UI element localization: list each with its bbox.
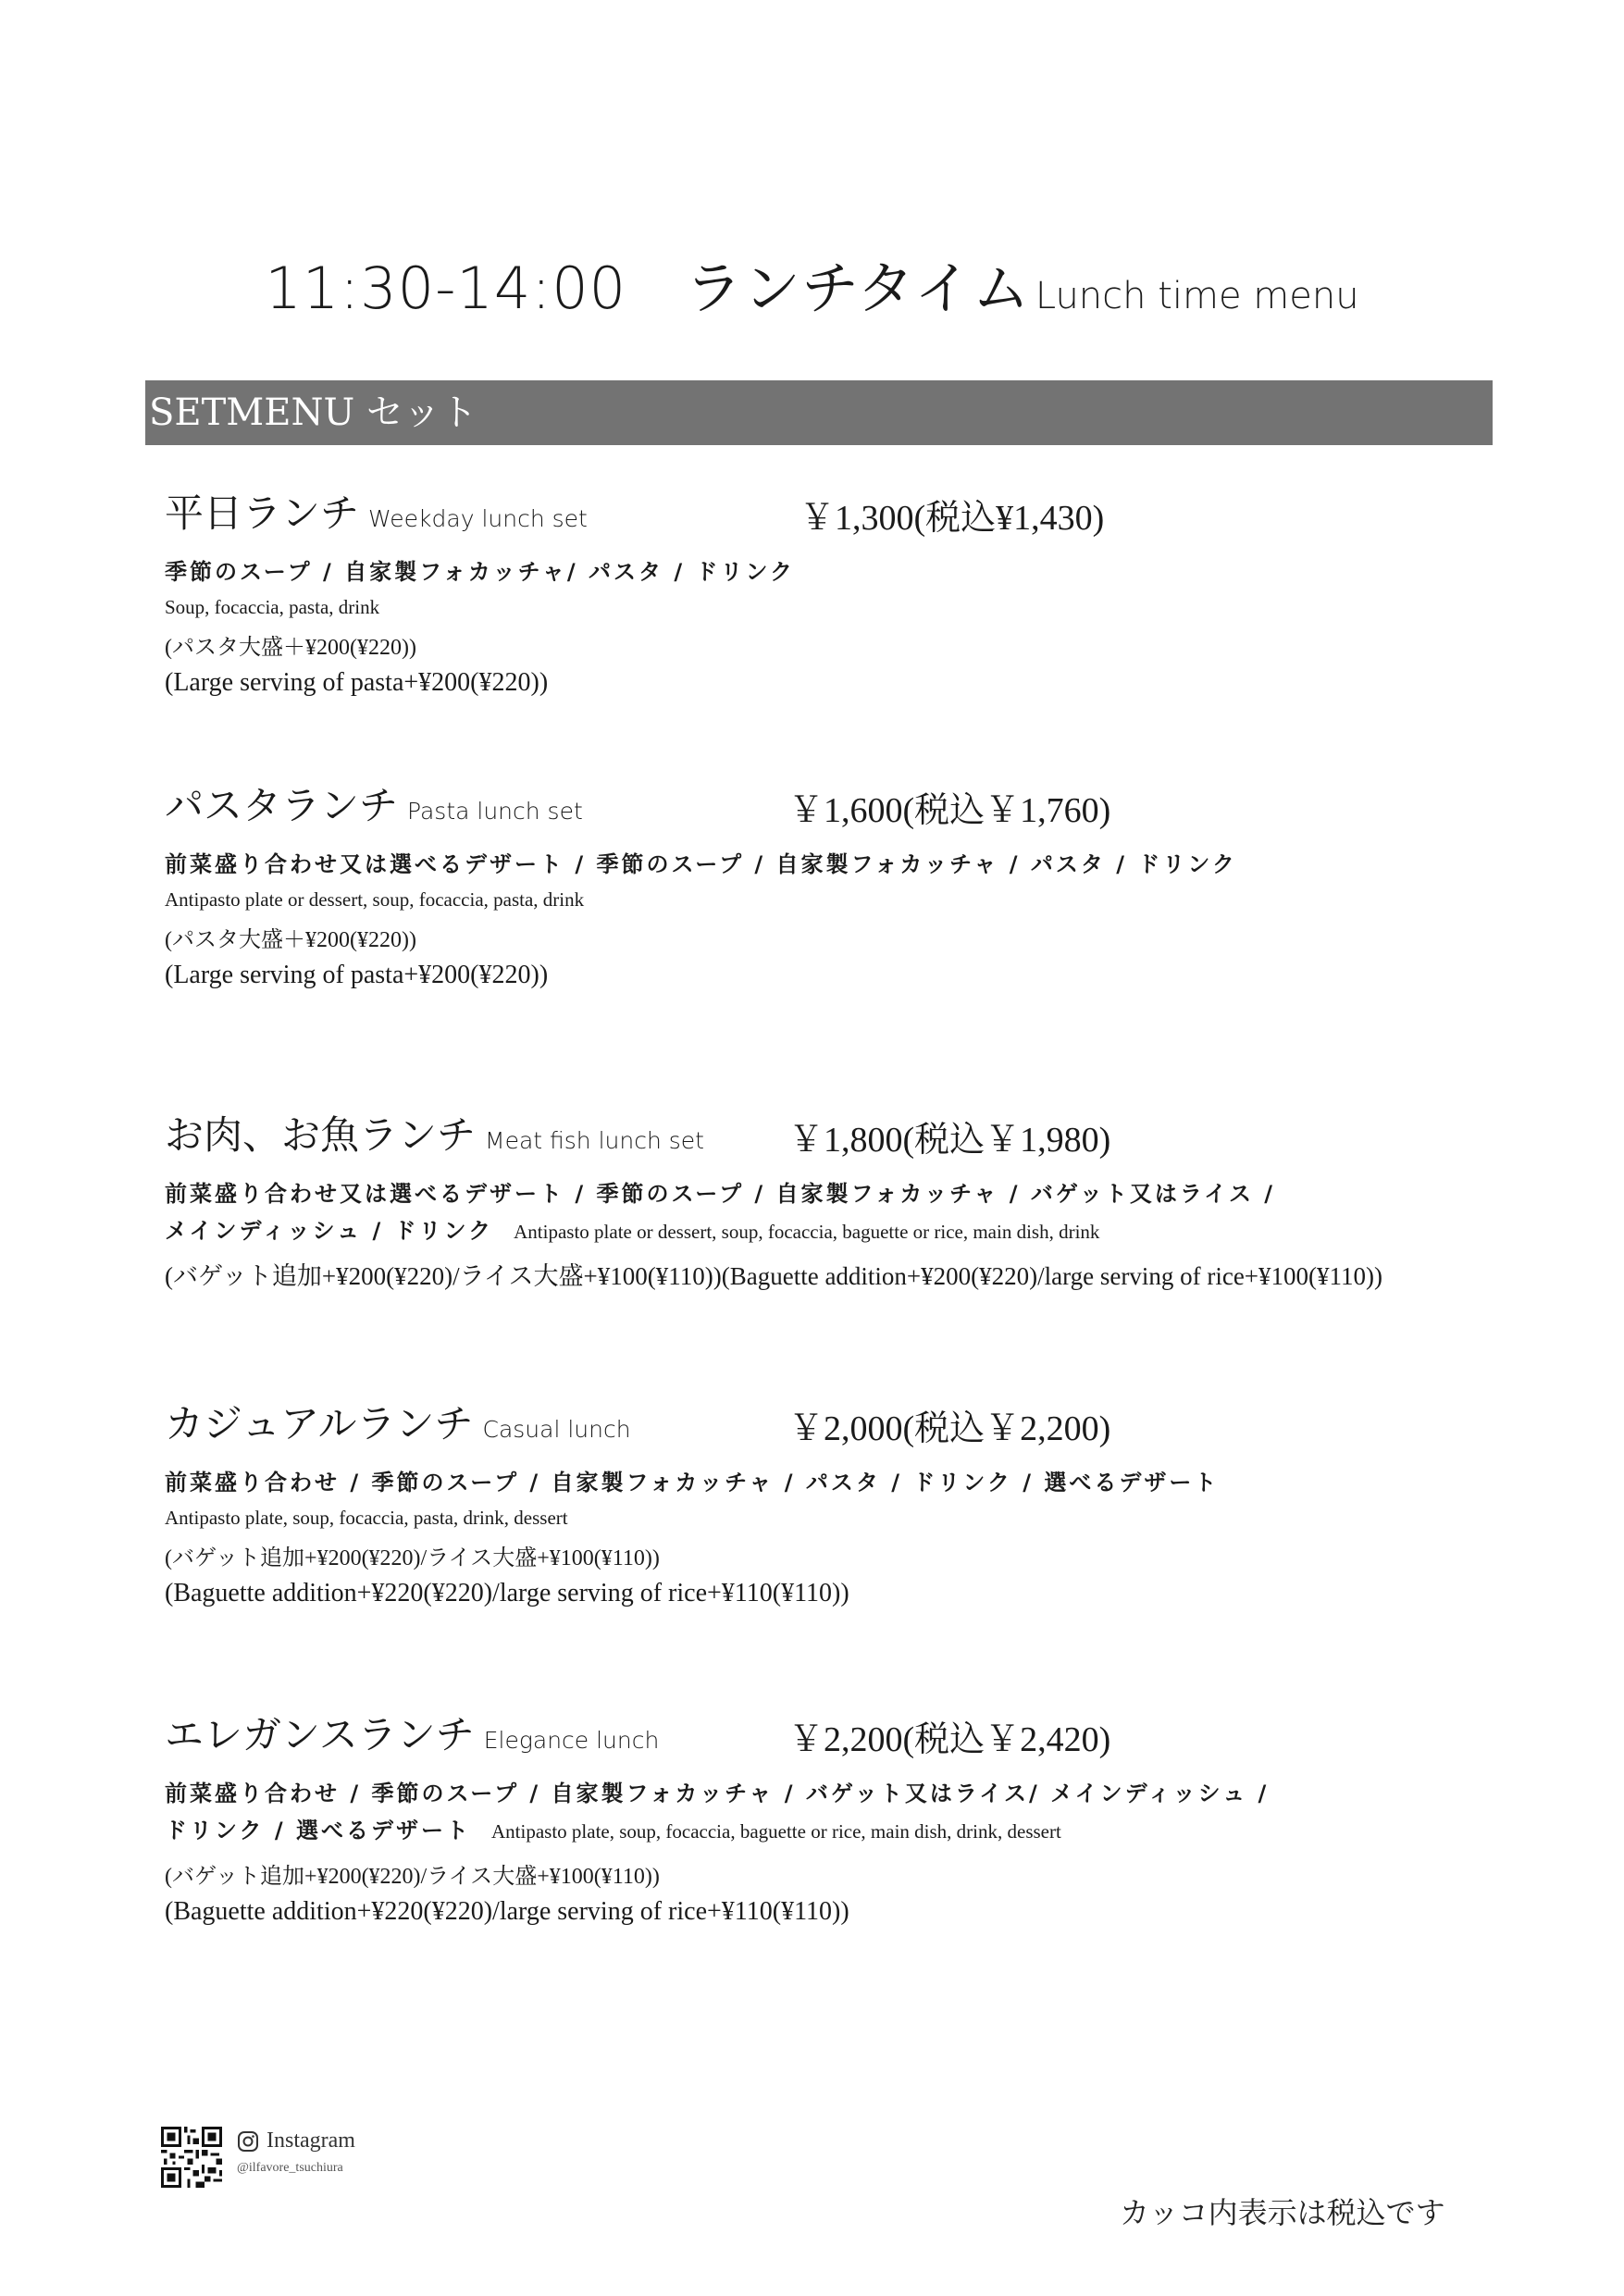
item-name-en: Elegance lunch: [483, 1727, 660, 1754]
item-note-combined: (バゲット追加+¥200(¥220)/ライス大盛+¥100(¥110))(Baguette addition+¥200(¥220)/large serving of rice+¥100(¥110)): [165, 1262, 1383, 1290]
item-price: ￥2,000(税込￥2,200): [788, 1409, 1111, 1448]
menu-item-meat-fish: [165, 1105, 1488, 1292]
menu-item-pasta: [165, 776, 1488, 990]
item-courses-en: Soup, focaccia, pasta, drink: [165, 596, 380, 618]
item-courses-line1: 前菜盛り合わせ / 季節のスープ / 自家製フォカッチャ / バゲット又はライス/ メインディッシュ /: [165, 1781, 1270, 1806]
item-courses-en: Antipasto plate or dessert, soup, focaccia, pasta, drink: [165, 888, 585, 911]
title-en: Lunch time menu: [1035, 275, 1359, 317]
item-courses: 前菜盛り合わせ又は選べるデザート / 季節のスープ / 自家製フォカッチャ / パスタ / ドリンク: [165, 851, 1237, 877]
item-courses-en: Antipasto plate, soup, focaccia, baguette or rice, main dish, drink, dessert: [491, 1820, 1061, 1843]
item-note-jp: (パスタ大盛＋¥200(¥220)): [165, 928, 416, 952]
item-price: ￥2,200(税込￥2,420): [788, 1720, 1111, 1759]
instagram-handle[interactable]: @ilfavore_tsuchiura: [237, 2161, 343, 2175]
item-courses-en: Antipasto plate or dessert, soup, focaccia, baguette or rice, main dish, drink: [514, 1221, 1100, 1243]
item-courses-line2-wrap: [165, 1214, 1488, 1248]
item-note-en: (Baguette addition+¥220(¥220)/large serving of rice+¥110(¥110)): [165, 1897, 849, 1926]
item-name: 平日ランチ: [165, 490, 360, 536]
item-courses-en: Antipasto plate, soup, focaccia, pasta, drink, dessert: [165, 1507, 568, 1529]
item-name-en: Casual lunch: [482, 1416, 631, 1443]
item-note-en: (Large serving of pasta+¥200(¥220)): [165, 961, 549, 989]
menu-item-weekday: [165, 483, 1488, 698]
item-courses-line2-wrap: [165, 1814, 1488, 1848]
item-name-en: Pasta lunch set: [407, 798, 583, 825]
item-name-en: Weekday lunch set: [368, 505, 588, 532]
item-name: エレガンスランチ: [165, 1712, 475, 1757]
item-price: ￥1,800(税込￥1,980): [788, 1121, 1111, 1160]
instagram-label: Instagram: [267, 2128, 355, 2153]
tax-note: カッコ内表示は税込です: [1120, 2195, 1445, 2230]
item-courses: 前菜盛り合わせ / 季節のスープ / 自家製フォカッチャ / パスタ / ドリンク / 選べるデザート: [165, 1470, 1220, 1496]
menu-item-casual: [165, 1394, 1488, 1608]
item-price: ￥1,300(税込¥1,430): [800, 499, 1105, 538]
item-note-jp: (バゲット追加+¥200(¥220)/ライス大盛+¥100(¥110)): [165, 1546, 660, 1570]
item-note-en: (Large serving of pasta+¥200(¥220)): [165, 668, 549, 697]
item-note-jp: (パスタ大盛＋¥200(¥220)): [165, 636, 416, 660]
menu-item-elegance: [165, 1705, 1488, 1927]
instagram-block[interactable]: [237, 2128, 355, 2176]
instagram-icon: [237, 2130, 259, 2153]
item-price: ￥1,600(税込￥1,760): [788, 791, 1111, 830]
section-header-setmenu: SETMENU セット: [145, 380, 1493, 445]
item-courses-line2: メインディッシュ / ドリンク: [165, 1218, 494, 1244]
page-title: [0, 242, 1624, 325]
item-courses-line1: 前菜盛り合わせ又は選べるデザート / 季節のスープ / 自家製フォカッチャ / バゲット又はライス /: [165, 1181, 1276, 1207]
item-name-en: Meat fish lunch set: [485, 1127, 704, 1154]
item-note-en: (Baguette addition+¥220(¥220)/large serving of rice+¥110(¥110)): [165, 1579, 849, 1607]
item-name: カジュアルランチ: [165, 1401, 474, 1446]
item-name: パスタランチ: [165, 783, 399, 828]
title-time-jp: 11:30-14:00 ランチタイム: [265, 254, 1031, 322]
item-courses-line2: ドリンク / 選べるデザート: [165, 1818, 471, 1843]
item-name: お肉、お魚ランチ: [165, 1112, 477, 1158]
qr-code-icon[interactable]: [161, 2127, 222, 2188]
item-note-jp: (バゲット追加+¥200(¥220)/ライス大盛+¥100(¥110)): [165, 1865, 660, 1889]
item-courses: 季節のスープ / 自家製フォカッチャ/ パスタ / ドリンク: [165, 559, 796, 585]
